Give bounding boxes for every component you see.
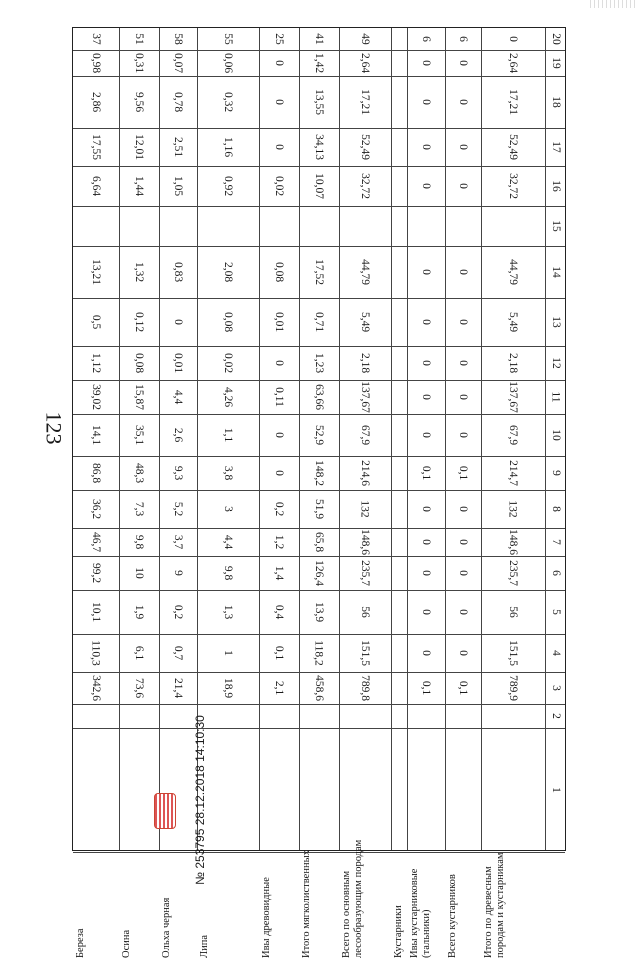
- table-cell: 67,9: [507, 424, 519, 446]
- row-label: Ольха черная: [161, 897, 172, 958]
- table-cell: 44,79: [507, 259, 519, 285]
- table-cell: [391, 298, 407, 346]
- table-cell: 0: [457, 183, 469, 189]
- table-cell: 0,12: [133, 311, 145, 333]
- table-cell: 34,13: [313, 134, 325, 160]
- table-cell: 0: [420, 360, 432, 366]
- table-cell: 0,1: [420, 680, 432, 696]
- column-header: 17: [550, 141, 562, 153]
- column-header: 10: [550, 429, 562, 441]
- table-cell: [259, 206, 299, 246]
- table-cell: 1,42: [313, 52, 325, 74]
- table-cell: 9,56: [133, 91, 145, 113]
- table-cell: 151,5: [359, 640, 371, 666]
- column-header: 1: [550, 787, 562, 793]
- table-cell: 118,2: [312, 640, 325, 666]
- row-label: Осина: [121, 929, 132, 958]
- table-cell: 37: [90, 33, 102, 45]
- table-cell: [391, 556, 407, 590]
- table-cell: [391, 346, 407, 380]
- table-cell: 5,49: [507, 311, 519, 333]
- table-cell: 9,3: [172, 465, 184, 481]
- table-cell: 49: [359, 33, 371, 45]
- table-cell: [445, 704, 481, 728]
- column-header: 4: [550, 650, 562, 656]
- table-cell: 1,3: [222, 604, 234, 620]
- column-header: 14: [550, 266, 562, 278]
- table-cell: 55: [222, 33, 234, 45]
- table-cell: 126,4: [313, 560, 325, 586]
- table-cell: 35,1: [133, 424, 145, 446]
- table-cell: 137,67: [359, 381, 371, 413]
- table-cell: 0: [420, 570, 432, 576]
- table-cell: 17,21: [507, 89, 519, 115]
- table-cell: 3: [222, 506, 234, 512]
- table-cell: [407, 704, 445, 728]
- table-cell: [391, 456, 407, 490]
- table-cell: 0,92: [222, 175, 234, 197]
- table-cell: [391, 528, 407, 556]
- table-cell: [391, 50, 407, 76]
- table-cell: 0: [457, 506, 469, 512]
- table-cell: 1,9: [133, 604, 145, 620]
- table-cell: 2,1: [273, 680, 285, 696]
- table-cell: 63,66: [313, 384, 325, 410]
- table-cell: 0,02: [222, 352, 234, 374]
- table-cell: 0: [420, 432, 432, 438]
- table-cell: 56: [507, 606, 519, 618]
- table-cell: 0,08: [273, 261, 285, 283]
- table-cell: 0,11: [272, 387, 285, 407]
- table-cell: 0: [457, 360, 469, 366]
- table-cell: 148,6: [507, 529, 519, 555]
- table-cell: 0: [507, 36, 519, 42]
- table-cell: 0,06: [222, 52, 234, 74]
- table-cell: 0: [457, 99, 469, 105]
- table-cell: 1,32: [133, 261, 145, 283]
- table-cell: [119, 704, 159, 728]
- table-cell: 0: [457, 394, 469, 400]
- column-header: 19: [550, 57, 562, 69]
- table-cell: 17,52: [313, 259, 325, 285]
- table-cell: 0,1: [457, 465, 469, 481]
- table-cell: [391, 672, 407, 704]
- table-cell: 0: [457, 60, 469, 66]
- column-header: 8: [550, 506, 562, 512]
- table-cell: 0: [457, 609, 469, 615]
- table-cell: 56: [359, 606, 371, 618]
- column-header: 2: [550, 713, 562, 719]
- table-cell: 0: [273, 432, 285, 438]
- table-cell: 1,23: [313, 352, 325, 374]
- table-cell: 1: [222, 650, 234, 656]
- table-cell: 0: [273, 470, 285, 476]
- table-cell: 65,8: [313, 531, 325, 553]
- table-cell: 10,1: [90, 601, 102, 623]
- table-cell: 458,6: [313, 675, 325, 701]
- table-cell: 0: [457, 144, 469, 150]
- table-cell: 0,83: [172, 261, 184, 283]
- table-cell: 41: [313, 33, 325, 45]
- table-cell: [119, 206, 159, 246]
- table-cell: 51: [133, 33, 145, 45]
- table-cell: 0: [420, 539, 432, 545]
- table-cell: 0: [420, 394, 432, 400]
- document-stamp: № 253795 28.12.2018 14:10:30: [193, 715, 207, 885]
- table-cell: 15,87: [133, 384, 145, 410]
- table-cell: 0: [420, 650, 432, 656]
- table-cell: 132: [359, 500, 371, 518]
- table-cell: 0: [420, 144, 432, 150]
- table-cell: 46,7: [90, 531, 102, 553]
- table-cell: 148,2: [313, 460, 325, 486]
- table-cell: 0: [273, 144, 285, 150]
- table-cell: [391, 590, 407, 634]
- table-cell: 0: [420, 506, 432, 512]
- table-cell: 0: [457, 539, 469, 545]
- table-cell: [481, 704, 545, 728]
- table-cell: 73,6: [133, 677, 145, 699]
- table-cell: 10: [133, 567, 145, 579]
- table-cell: 6,64: [90, 175, 102, 197]
- column-header: 18: [550, 96, 562, 108]
- table-cell: [391, 634, 407, 672]
- column-header: 13: [550, 316, 562, 328]
- table-cell: [445, 206, 481, 246]
- table-cell: 18,9: [222, 677, 234, 699]
- table-cell: 1,16: [222, 136, 234, 158]
- table-cell: [391, 128, 407, 166]
- table-cell: 235,7: [359, 560, 371, 586]
- table-cell: [159, 704, 197, 728]
- table-cell: 1,1: [222, 427, 234, 443]
- row-label: Кустарники: [393, 905, 404, 958]
- table-cell: 44,79: [359, 259, 371, 285]
- table-cell: 67,9: [359, 424, 371, 446]
- row-label: Береза: [75, 928, 86, 958]
- table-cell: [391, 704, 407, 728]
- table-cell: 10,07: [313, 173, 325, 199]
- table-cell: 0,32: [222, 91, 234, 113]
- column-header: 15: [550, 220, 562, 232]
- table-cell: [391, 380, 407, 414]
- row-label: Итого мягколиственных: [301, 850, 312, 958]
- row-label: Итого по древесным породам и кустарникам: [483, 852, 506, 958]
- table-cell: 36,2: [90, 498, 102, 520]
- table-cell: 2,18: [507, 352, 519, 374]
- table-cell: 13,21: [90, 259, 102, 285]
- table-cell: 1,05: [172, 175, 184, 197]
- table-cell: 0,08: [133, 352, 145, 374]
- table-cell: 0: [172, 319, 184, 325]
- table-cell: 32,72: [507, 173, 519, 199]
- table-cell: 0: [457, 432, 469, 438]
- table-cell: 32,72: [359, 173, 371, 199]
- row-label: Всего по основным лесообразующим породам: [341, 839, 364, 958]
- table-cell: 0,4: [273, 604, 285, 620]
- table-cell: 86,8: [90, 462, 102, 484]
- column-header: 16: [550, 180, 562, 192]
- table-cell: 2,64: [507, 52, 519, 74]
- table-cell: 789,8: [359, 675, 371, 701]
- table-cell: 21,4: [172, 677, 184, 699]
- table-cell: 14,1: [90, 424, 102, 446]
- table-cell: 2,08: [222, 261, 234, 283]
- table-cell: [391, 28, 407, 50]
- table-cell: 0,1: [457, 680, 469, 696]
- table-cell: 0,01: [273, 311, 285, 333]
- table-cell: 0: [420, 269, 432, 275]
- table-cell: 25: [273, 33, 285, 45]
- table-cell: 52,49: [359, 134, 371, 160]
- table-cell: 0: [420, 319, 432, 325]
- table-cell: 0: [420, 183, 432, 189]
- table-cell: [391, 206, 407, 246]
- table-cell: 0,2: [172, 604, 184, 620]
- column-header: 6: [550, 570, 562, 576]
- table-cell: 789,9: [507, 675, 519, 701]
- table-cell: [391, 414, 407, 456]
- table-cell: 2,64: [359, 52, 371, 74]
- table-cell: 0,2: [273, 501, 285, 517]
- table-cell: 0: [420, 60, 432, 66]
- column-header: 9: [550, 470, 562, 476]
- table-cell: 0: [420, 609, 432, 615]
- table-cell: 2,18: [359, 352, 371, 374]
- table-cell: [407, 206, 445, 246]
- table-cell: 7,3: [133, 501, 145, 517]
- table-cell: 1,12: [90, 352, 102, 374]
- table-cell: 99,2: [90, 562, 102, 584]
- row-label: Ивы кустарниковые (тальники): [409, 868, 432, 958]
- table-cell: [391, 76, 407, 128]
- table-cell: 0: [457, 650, 469, 656]
- table-cell: 4,26: [222, 386, 234, 408]
- table-cell: 0: [457, 319, 469, 325]
- forest-data-table: [72, 27, 566, 958]
- table-cell: 0: [273, 360, 285, 366]
- table-cell: 2,86: [90, 91, 102, 113]
- table-cell: [299, 206, 339, 246]
- table-cell: 9,8: [222, 565, 234, 581]
- table-cell: 51,9: [313, 498, 325, 520]
- table-cell: 0: [420, 99, 432, 105]
- table-cell: 137,67: [507, 381, 519, 413]
- table-cell: 6: [420, 36, 432, 42]
- table-cell: 5,49: [359, 311, 371, 333]
- table-cell: 0,01: [172, 352, 184, 374]
- table-cell: 17,21: [359, 89, 371, 115]
- table-cell: 132: [507, 500, 519, 518]
- table-cell: 214,7: [507, 460, 519, 486]
- table-cell: [391, 246, 407, 298]
- table-cell: 6: [457, 36, 469, 42]
- table-cell: 0,02: [273, 175, 285, 197]
- table-cell: 0,7: [172, 645, 184, 661]
- table-cell: 5,2: [172, 501, 184, 517]
- table-cell: 0,78: [172, 91, 184, 113]
- column-header: 7: [550, 539, 562, 545]
- table-cell: 58: [172, 33, 184, 45]
- table-cell: 0: [273, 99, 285, 105]
- column-header: 11: [549, 391, 562, 403]
- table-cell: 148,6: [359, 529, 371, 555]
- table-cell: 0,07: [172, 52, 184, 74]
- table-cell: [391, 166, 407, 206]
- table-cell: 0,5: [90, 314, 102, 330]
- table-cell: [159, 206, 197, 246]
- table-cell: 2,51: [172, 136, 184, 158]
- table-cell: 214,6: [359, 460, 371, 486]
- table-cell: [197, 206, 259, 246]
- table-cell: 3,8: [222, 465, 234, 481]
- column-header: 20: [550, 33, 562, 45]
- table-cell: 17,55: [90, 134, 102, 160]
- table-cell: 0: [457, 269, 469, 275]
- table-cell: 6,1: [133, 645, 145, 661]
- table-cell: 0,08: [222, 311, 234, 333]
- table-cell: 0: [273, 60, 285, 66]
- table-cell: 48,3: [133, 462, 145, 484]
- table-cell: [481, 206, 545, 246]
- table-cell: 0,98: [90, 52, 102, 74]
- table-cell: 1,44: [133, 175, 145, 197]
- column-header: 5: [550, 609, 562, 615]
- table-cell: 4,4: [222, 534, 234, 550]
- table-cell: [339, 704, 391, 728]
- table-cell: 13,55: [313, 89, 325, 115]
- column-header: 3: [550, 685, 562, 691]
- table-cell: 342,6: [90, 675, 102, 701]
- scan-artifact: [590, 0, 636, 8]
- page-number: 123: [41, 411, 66, 445]
- table-cell: [73, 704, 119, 728]
- table-cell: 0,1: [420, 465, 432, 481]
- table-cell: [259, 704, 299, 728]
- table-cell: 110,3: [89, 640, 102, 666]
- table-cell: 3,7: [172, 534, 184, 550]
- table-cell: 13,9: [313, 601, 325, 623]
- table-cell: 0,1: [273, 645, 285, 661]
- row-label: Липа: [199, 934, 210, 958]
- table-cell: [339, 206, 391, 246]
- table-cell: 52,9: [313, 424, 325, 446]
- table-cell: 1,2: [273, 534, 285, 550]
- table-cell: [299, 704, 339, 728]
- table-cell: 235,7: [507, 560, 519, 586]
- table-cell: 9,8: [133, 534, 145, 550]
- table-cell: 0,71: [313, 311, 325, 333]
- table-cell: 1,4: [273, 565, 285, 581]
- table-cell: 2,6: [172, 427, 184, 443]
- table-cell: 39,02: [90, 384, 102, 410]
- table-cell: [391, 490, 407, 528]
- table-cell: 0,31: [133, 52, 145, 74]
- table-cell: 52,49: [507, 134, 519, 160]
- table-cell: 4,4: [172, 389, 184, 405]
- row-label: Ивы древовидные: [261, 877, 272, 958]
- table-cell: [73, 206, 119, 246]
- column-header: 12: [550, 357, 562, 369]
- table-cell: 0: [457, 570, 469, 576]
- table-cell: 151,5: [507, 640, 519, 666]
- row-label: Всего кустарников: [447, 874, 458, 958]
- table-cell: 9: [172, 570, 184, 576]
- table-cell: 12,01: [133, 134, 145, 160]
